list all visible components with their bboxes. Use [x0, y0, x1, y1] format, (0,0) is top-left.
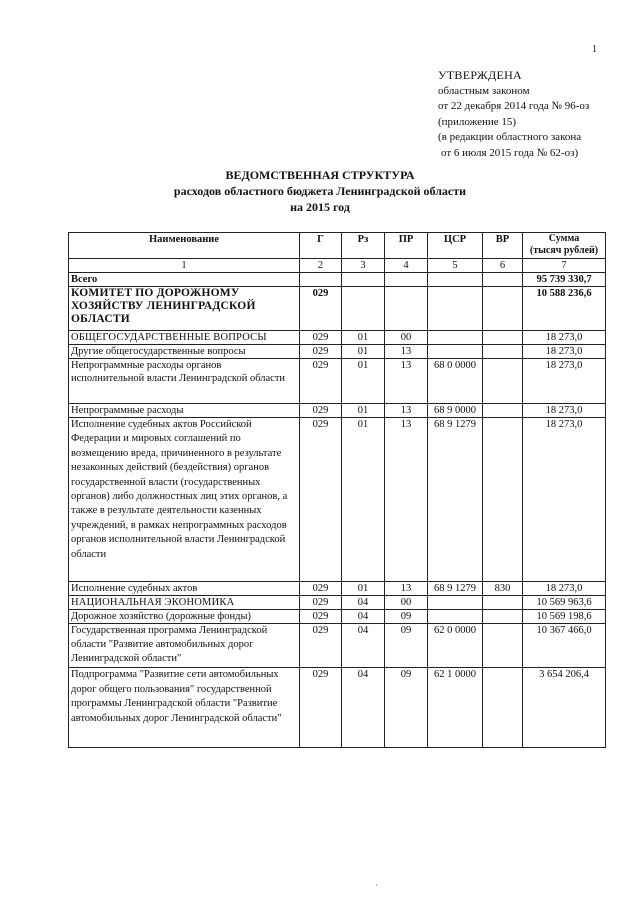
row-g: 029	[300, 287, 342, 331]
row-sum: 95 739 330,7	[523, 273, 606, 287]
row-csr	[428, 345, 483, 359]
row-sum: 18 273,0	[523, 582, 606, 596]
table-row	[69, 418, 606, 582]
col-number: 5	[428, 259, 483, 273]
row-vr: 830	[483, 582, 523, 596]
approval-line: (приложение 15)	[438, 115, 517, 128]
row-vr	[483, 404, 523, 418]
row-vr	[483, 596, 523, 610]
header-pr: ПР	[385, 233, 428, 259]
table-row	[69, 287, 606, 331]
row-sum: 3 654 206,4	[523, 668, 606, 748]
row-csr	[428, 610, 483, 624]
row-sum: 10 588 236,6	[523, 287, 606, 331]
row-g: 029	[300, 668, 342, 748]
row-pr: 09	[385, 668, 428, 748]
row-g: 029	[300, 582, 342, 596]
row-vr	[483, 668, 523, 748]
row-g: 029	[300, 345, 342, 359]
row-rz: 04	[342, 610, 385, 624]
row-vr	[483, 273, 523, 287]
row-pr: 00	[385, 331, 428, 345]
col-number: 4	[385, 259, 428, 273]
col-number: 2	[300, 259, 342, 273]
header-name: Наименование	[69, 233, 300, 259]
approval-line: от 6 июля 2015 года № 62-оз)	[441, 146, 579, 159]
scan-speck: ·	[375, 880, 378, 890]
row-name: НАЦИОНАЛЬНАЯ ЭКОНОМИКА	[69, 596, 300, 610]
row-g	[300, 273, 342, 287]
row-rz: 01	[342, 331, 385, 345]
row-csr: 68 9 0000	[428, 404, 483, 418]
row-csr	[428, 331, 483, 345]
row-rz: 01	[342, 404, 385, 418]
row-rz: 01	[342, 359, 385, 404]
row-csr: 62 1 0000	[428, 668, 483, 748]
row-csr	[428, 596, 483, 610]
row-pr: 09	[385, 624, 428, 668]
row-rz: 01	[342, 582, 385, 596]
table-row	[69, 359, 606, 404]
row-name: Исполнение судебных актов	[69, 582, 300, 596]
row-csr	[428, 273, 483, 287]
row-vr	[483, 331, 523, 345]
row-g: 029	[300, 610, 342, 624]
row-sum: 18 273,0	[523, 331, 606, 345]
page-number: 1	[592, 44, 597, 55]
row-rz: 01	[342, 345, 385, 359]
row-csr: 68 9 1279	[428, 582, 483, 596]
row-name: Исполнение судебных актов Российской Федерации и мировых соглашений по возмещению вреда, причиненного в результате незаконных действий (бездействия) органов государственной власти (государственных органов) либо должностных лиц этих органов, а также в результате деятельности казенных учреждений, в рамках непрограммных расходов органов исполнительной власти Ленинградской области	[69, 418, 300, 582]
row-vr	[483, 610, 523, 624]
row-csr: 68 9 1279	[428, 418, 483, 582]
table-row	[69, 582, 606, 596]
table-row	[69, 404, 606, 418]
header-csr: ЦСР	[428, 233, 483, 259]
title-line: расходов областного бюджета Ленинградской области	[173, 184, 467, 198]
row-sum: 18 273,0	[523, 359, 606, 404]
title-line: ВЕДОМСТВЕННАЯ СТРУКТУРА	[225, 168, 415, 182]
row-vr	[483, 287, 523, 331]
row-g: 029	[300, 418, 342, 582]
row-rz: 04	[342, 624, 385, 668]
row-name: Всего	[69, 273, 300, 287]
col-number: 3	[342, 259, 385, 273]
approval-line: (в редакции областного закона	[438, 131, 582, 143]
row-g: 029	[300, 359, 342, 404]
row-g: 029	[300, 596, 342, 610]
row-g: 029	[300, 331, 342, 345]
header-sum: Сумма (тысяч рублей)	[523, 233, 606, 259]
row-pr: 00	[385, 596, 428, 610]
table-row	[69, 624, 606, 668]
row-g: 029	[300, 404, 342, 418]
header-rz: Pз	[342, 233, 385, 259]
budget-table	[68, 232, 606, 748]
table-row	[69, 331, 606, 345]
header-row	[69, 233, 606, 259]
row-g: 029	[300, 624, 342, 668]
row-sum: 10 569 198,6	[523, 610, 606, 624]
row-vr	[483, 624, 523, 668]
row-pr: 13	[385, 582, 428, 596]
row-pr: 13	[385, 359, 428, 404]
header-vr: ВР	[483, 233, 523, 259]
row-rz: 04	[342, 596, 385, 610]
table-row	[69, 596, 606, 610]
row-pr: 09	[385, 610, 428, 624]
row-pr: 13	[385, 418, 428, 582]
row-vr	[483, 345, 523, 359]
table-row	[69, 668, 606, 748]
row-vr	[483, 418, 523, 582]
row-rz: 04	[342, 668, 385, 748]
row-sum: 10 367 466,0	[523, 624, 606, 668]
row-pr	[385, 287, 428, 331]
row-pr	[385, 273, 428, 287]
table-row	[69, 273, 606, 287]
row-name: Другие общегосударственные вопросы	[69, 345, 300, 359]
row-sum: 18 273,0	[523, 418, 606, 582]
row-name: Непрограммные расходы	[69, 404, 300, 418]
row-sum: 18 273,0	[523, 345, 606, 359]
row-name: ОБЩЕГОСУДАРСТВЕННЫЕ ВОПРОСЫ	[69, 331, 300, 345]
row-name: Непрограммные расходы органов исполнительной власти Ленинградской области	[69, 359, 300, 404]
col-number: 7	[523, 259, 606, 273]
approval-block	[438, 68, 589, 161]
row-rz	[342, 273, 385, 287]
table-row	[69, 610, 606, 624]
row-csr: 68 0 0000	[428, 359, 483, 404]
row-name: Подпрограмма "Развитие сети автомобильных дорог общего пользования" государственной программы Ленинградской области "Развитие автомобильных дорог Ленинградской области"	[69, 668, 300, 748]
row-pr: 13	[385, 345, 428, 359]
approval-line: областным законом	[438, 84, 530, 97]
row-csr	[428, 287, 483, 331]
document-title	[0, 167, 640, 215]
col-number: 1	[69, 259, 300, 273]
table-row	[69, 345, 606, 359]
row-vr	[483, 359, 523, 404]
column-number-row	[69, 259, 606, 273]
approval-line: УТВЕРЖДЕНА	[438, 68, 523, 82]
row-sum: 18 273,0	[523, 404, 606, 418]
row-rz: 01	[342, 418, 385, 582]
title-line: на 2015 год	[290, 200, 350, 214]
header-g: Г	[300, 233, 342, 259]
row-name: Дорожное хозяйство (дорожные фонды)	[69, 610, 300, 624]
row-rz	[342, 287, 385, 331]
approval-line: от 22 декабря 2014 года № 96-оз	[438, 100, 590, 112]
row-name: Государственная программа Ленинградской области "Развитие автомобильных дорог Ленинградской области"	[69, 624, 300, 668]
row-csr: 62 0 0000	[428, 624, 483, 668]
row-name: КОМИТЕТ ПО ДОРОЖНОМУ ХОЗЯЙСТВУ ЛЕНИНГРАДСКОЙ ОБЛАСТИ	[69, 287, 300, 331]
row-sum: 10 569 963,6	[523, 596, 606, 610]
col-number: 6	[483, 259, 523, 273]
row-pr: 13	[385, 404, 428, 418]
